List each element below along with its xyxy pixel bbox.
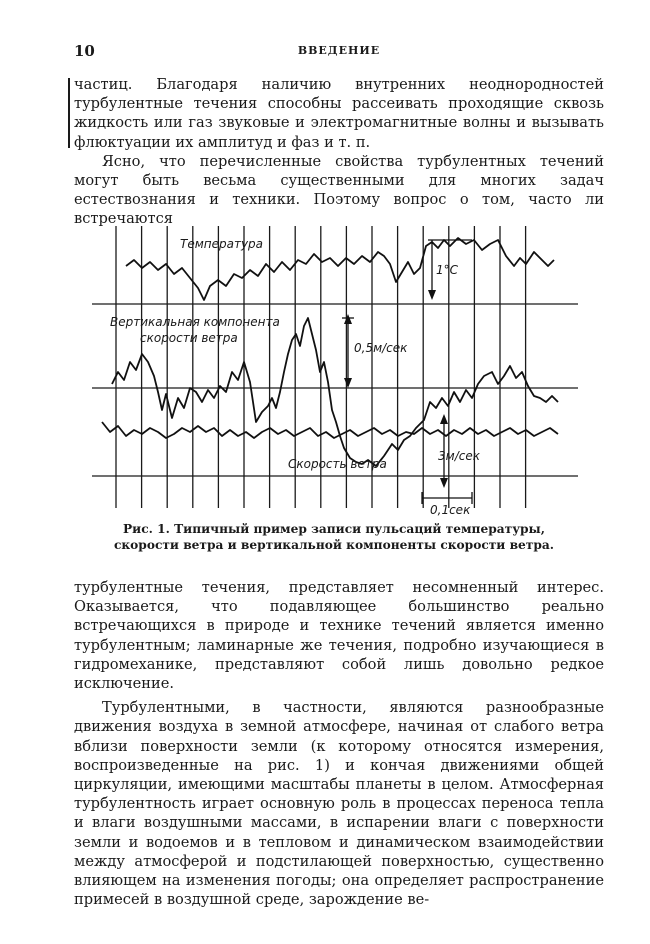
wind-speed-trace xyxy=(102,422,558,438)
paragraph-4: Турбулентными, в частности, являются разнообразные движения воздуха в земной атмосфере, начиная от слабого ветра вблизи поверхности земли (к которому относятся измерения, воспроизведенные на рис. 1) и кончая движениями общей циркуляции, имеющими масштабы планеты в целом. Атмосферная турбулентность играет основную роль в процессах переноса тепла и влаги воздушными массами, в испарении влаги с поверхности земли и водоемов и в тепловом и динамическом взаимодействии между атмосферой и подстилающей поверхностью, существенно влияющем на изменения погоды; она определяет распространение примесей в воздушной среде, зарождение ве- xyxy=(74,699,604,909)
label-scale-time: 0,1сек xyxy=(430,503,471,517)
running-head: ВВЕДЕНИЕ xyxy=(297,44,381,57)
margin-bar xyxy=(68,78,70,148)
figure-plot xyxy=(92,222,578,518)
label-scale-wind: 3м/сек xyxy=(438,449,480,463)
figure-caption: Рис. 1. Типичный пример записи пульсаций температуры, скорости ветра и вертикальной компоненты скорости ветра. xyxy=(113,522,555,552)
page-header xyxy=(74,42,604,60)
label-scale-vert: 0,5м/сек xyxy=(354,341,408,355)
paragraph-1: частиц. Благодаря наличию внутренних неоднородностей турбулентные течения способны рассеивать проходящие сквозь жидкость или газ звуковые и электромагнитные волны и вызывать флюктуации их амплитуд и фаз и т. п. xyxy=(74,76,604,151)
text-top xyxy=(74,75,604,229)
label-scale-temp: 1°C xyxy=(436,263,459,277)
page-number: 10 xyxy=(74,42,95,60)
paragraph-3: турбулентные течения, представляет несомненный интерес. Оказывается, что подавляющее большинство реально встречающихся в природе и технике течений является именно турбулентным; ламинарные же течения, подробно изучающиеся в гидромеханике, представляют собой лишь довольно редкое исключение. xyxy=(74,579,604,693)
figure-1 xyxy=(92,222,578,518)
label-wind-speed: Скорость ветра xyxy=(288,457,387,471)
grid-horizontal-lines xyxy=(92,304,578,476)
label-vertical-2: скорости ветра xyxy=(140,331,238,345)
text-bottom xyxy=(74,578,604,909)
paragraph-2: Ясно, что перечисленные свойства турбулентных течений могут быть весьма существенными для многих задач естествознания и техники. Поэтому вопрос о том, часто ли встречаются xyxy=(74,152,604,228)
label-temperature: Температура xyxy=(180,237,264,251)
label-vertical-1: Вертикальная компонента xyxy=(110,315,280,329)
